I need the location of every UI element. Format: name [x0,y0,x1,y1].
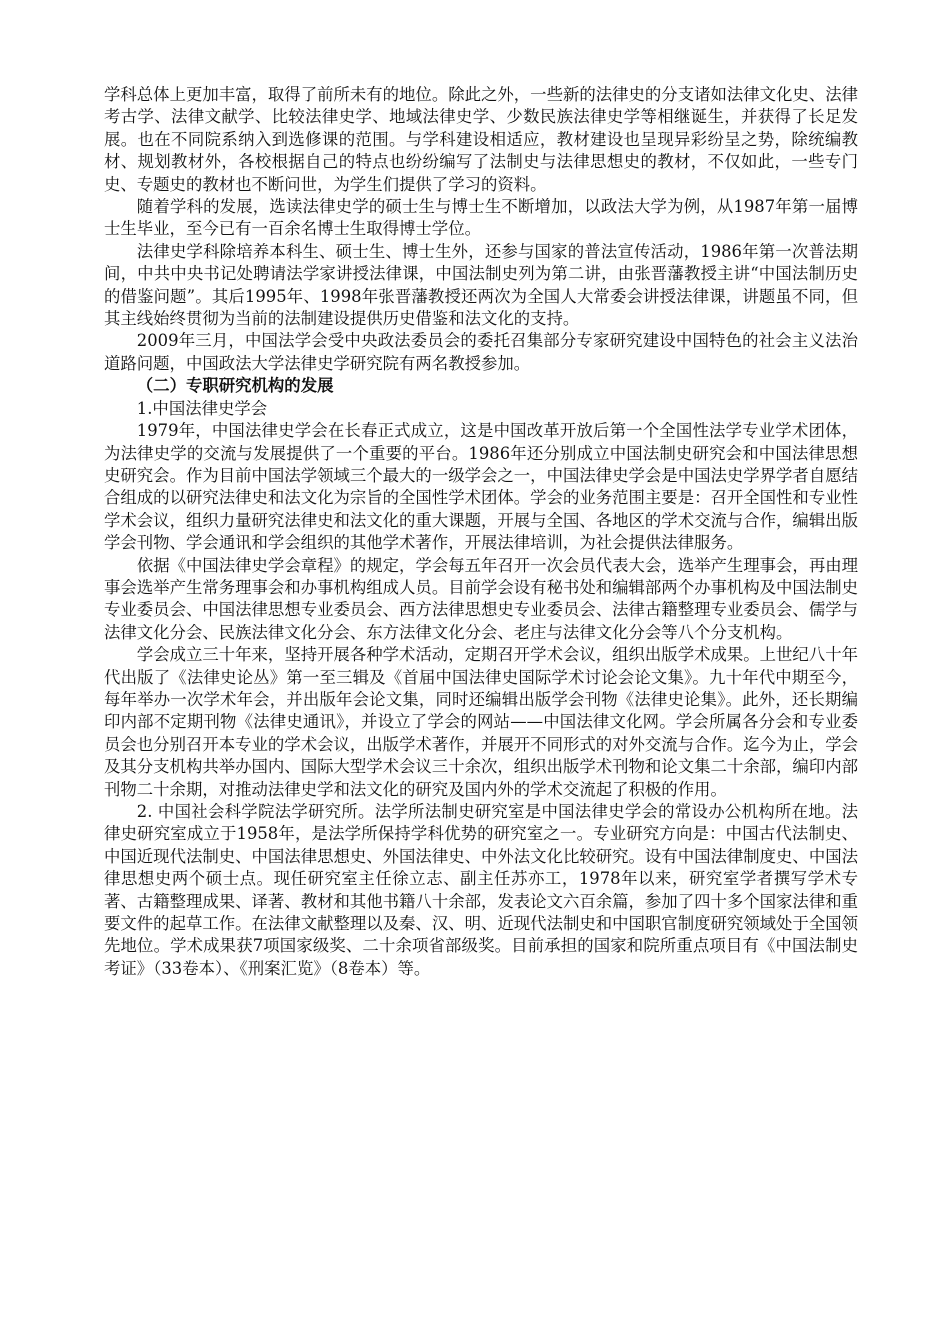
paragraph-graduate-students: 随着学科的发展，选读法律史学的硕士生与博士生不断增加，以政法大学为例，从1987年第一届博士生毕业，至今已有一百余名博士生取得博士学位。 [104,197,858,239]
paragraph-2009-research: 2009年三月，中国法学会受中央政法委员会的委托召集部分专家研究建设中国特色的社会主义法治道路问题，中国政法大学法律史学研究院有两名教授参加。 [104,331,858,373]
paragraph-discipline-development: 学科总体上更加丰富，取得了前所未有的地位。除此之外，一些新的法律史的分支诸如法律文化史、法律考古学、法律文献学、比较法律史学、地域法律史学、少数民族法律史学等相继诞生，并获得了长足发展。也在不同院系纳入到选修课的范围。与学科建设相适应，教材建设也呈现异彩纷呈之势，除统编教材、规划教材外，各校根据自己的特点也纷纷编写了法制史与法律思想史的教材，不仅如此，一些专门史、专题史的教材也不断问世，为学生们提供了学习的资料。 [104,85,858,194]
paragraph-society-charter: 依据《中国法律史学会章程》的规定，学会每五年召开一次会员代表大会，选举产生理事会，再由理事会选举产生常务理事会和办事机构组成人员。目前学会设有秘书处和编辑部两个办事机构及中国法制史专业委员会、中国法律思想专业委员会、西方法律思想史专业委员会、法律古籍整理专业委员会、儒学与法律文化分会、民族法律文化分会、东方法律文化分会、老庄与法律文化分会等八个分支机构。 [104,555,858,642]
paragraph-law-education: 法律史学科除培养本科生、硕士生、博士生外，还参与国家的普法宣传活动，1986年第一次普法期间，中共中央书记处聘请法学家讲授法律课，中国法制史列为第二讲，由张晋藩教授主讲“中国法制历史的借鉴问题”。其后1995年、1998年张晋藩教授还两次为全国人大常委会讲授法律课，讲题虽不同，但其主线始终贯彻为当前的法制建设提供历史借鉴和法文化的支持。 [104,241,858,329]
paragraph-society-founding: 1979年，中国法律史学会在长春正式成立，这是中国改革开放后第一个全国性法学专业学术团体，为法律史学的交流与发展提供了一个重要的平台。1986年还分别成立中国法制史研究会和中国法律思想史研究会。作为目前中国法学领域三个最大的一级学会之一，中国法律史学会是中国法史学界学者自愿结合组成的以研究法律史和法文化为宗旨的全国性学术团体。学会的业务范围主要是：召开全国性和专业性学术会议，组织力量研究法律史和法文化的重大课题，开展与全国、各地区的学术交流与合作，编辑出版学会刊物、学会通讯和学会组织的其他学术著作，开展法律培训，为社会提供法律服务。 [104,421,858,553]
document-page [104,84,858,980]
paragraph-society-activities: 学会成立三十年来，坚持开展各种学术活动，定期召开学术会议，组织出版学术成果。上世纪八十年代出版了《法律史论丛》第一至三辑及《首届中国法律史国际学术讨论会论文集》。九十年代中期至今，每年举办一次学术年会，并出版年会论文集，同时还编辑出版学会刊物《法律史论集》。此外，还长期编印内部不定期刊物《法律史通讯》，并设立了学会的网站——中国法律文化网。学会所属各分会和专业委员会也分别召开本专业的学术会议，出版学术著作，并展开不同形式的对外交流与合作。迄今为止，学会及其分支机构共举办国内、国际大型学术会议三十余次，组织出版学术刊物和论文集二十余部，编印内部刊物二十余期，对推动法律史学和法文化的研究及国内外的学术交流起了积极的作用。 [104,645,858,799]
section-heading: （二）专职研究机构的发展 [136,376,334,396]
subsection-title: 1.中国法律史学会 [136,398,268,418]
paragraph-cass-institute: 2. 中国社会科学院法学研究所。法学所法制史研究室是中国法律史学会的常设办公机构所在地。法律史研究室成立于1958年，是法学所保持学科优势的研究室之一。专业研究方向是：中国古代法制史、中国近现代法制史、中国法律思想史、外国法律史、中外法文化比较研究。设有中国法律制度史、中国法律思想史两个硕士点。现任研究室主任徐立志、副主任苏亦工，1978年以来，研究室学者撰写学术专著、古籍整理成果、译著、教材和其他书籍八十余部，发表论文六百余篇，参加了四十多个国家法律和重要文件的起草工作。在法律文献整理以及秦、汉、明、近现代法制史和中国职官制度研究领域处于全国领先地位。学术成果获7项国家级奖、二十余项省部级奖。目前承担的国家和院所重点项目有《中国法制史考证》（33卷本）、《刑案汇览》（8卷本）等。 [104,802,858,978]
